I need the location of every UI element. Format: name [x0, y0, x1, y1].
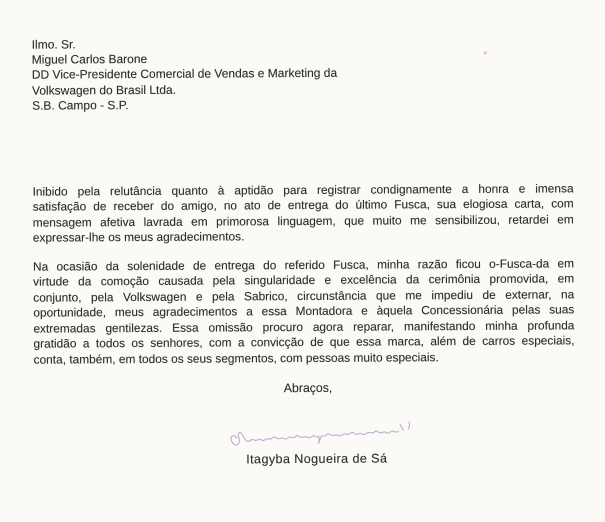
- letter-line: conta, também, em todos os seus segmentos, com pessoas muito especiais.: [33, 349, 439, 367]
- letter-line: mensagem afetiva lavrada em primorosa linguagem, que muito me sensibilizou, retardei em: [32, 212, 574, 230]
- letter-line: gratidão a todos os senhores, com a convicção de que essa marca, além de carros especiais,: [33, 333, 575, 351]
- signer-name: Itagyba Nogueira de Sá: [246, 451, 388, 467]
- letter-line: extremadas gentilezas. Essa omissão procuro agora reparar, manifestando minha profunda: [33, 318, 575, 336]
- recipient-line: Volkswagen do Brasil Ltda.: [31, 82, 177, 98]
- letter-line: oportunidade, meus agradecimentos a essa Montadora e àquela Concessionária pelas suas: [33, 302, 575, 321]
- letter-line: Inibido pela relutância quanto à aptidão para registrar condignamente a honra e imensa: [32, 181, 574, 199]
- letter-line: expressar-lhe os meus agradecimentos.: [32, 229, 245, 246]
- letter-line: virtude da comoção causada pela singularidade e excelência da cerimônia promovida, em: [33, 271, 575, 290]
- letter-paragraph-2: [33, 256, 575, 367]
- scan-artifact-speck: [484, 51, 487, 55]
- recipient-address-block: [32, 34, 573, 113]
- closing-salutation: Abraços,: [283, 380, 333, 396]
- recipient-line: DD Vice-Presidente Comercial de Vendas e Marketing da: [31, 66, 338, 83]
- recipient-line: Ilmo. Sr.: [31, 37, 76, 52]
- letter-line: Na ocasião da solenidade de entrega do referido Fusca, minha razão ficou o-Fusca-da em: [32, 256, 575, 274]
- letter-line: satisfação de receber do amigo, no ato de entrega do último Fusca, sua elogiosa carta, com: [32, 196, 574, 215]
- letter-line: conjunto, pela Volkswagen e pela Sabrico, circunstância que me impediu de externar, na: [33, 287, 575, 305]
- letter-paragraph-1: [33, 181, 574, 246]
- recipient-line: Miguel Carlos Barone: [31, 52, 148, 67]
- recipient-line: S.B. Campo - S.P.: [32, 97, 129, 113]
